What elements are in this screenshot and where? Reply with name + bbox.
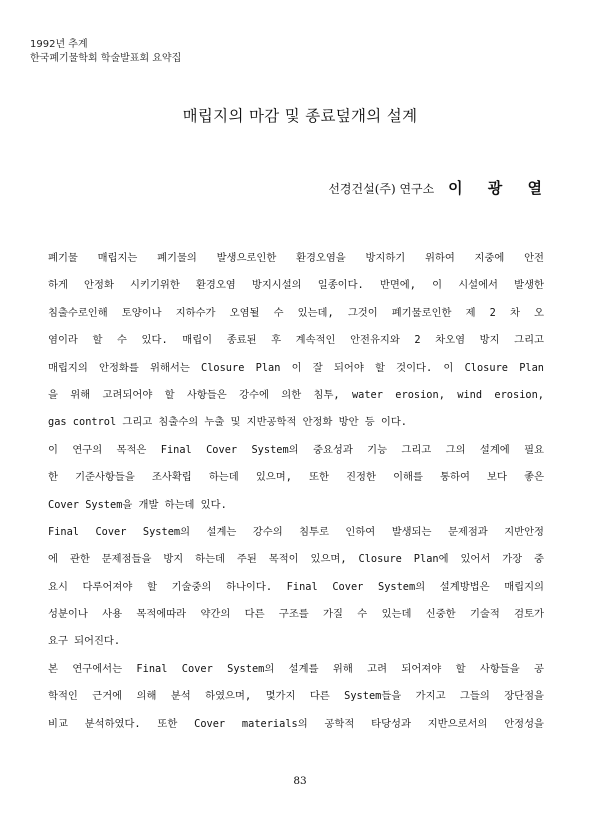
page-number: 83 bbox=[293, 775, 307, 787]
paragraph-line: 한 기준사항들을 조사확립 하는데 있으며, 또한 진정한 이해를 통하여 보다 좋은 bbox=[48, 471, 544, 484]
paragraph-line: Cover System을 개발 하는데 있다. bbox=[48, 498, 227, 511]
header-proceedings-title: 한국폐기물학회 학술발표회 요약집 bbox=[30, 53, 182, 64]
paragraph-line: 본 연구에서는 Final Cover System의 설계를 위해 고려 되어져야 할 사항들을 공 bbox=[48, 662, 544, 675]
author-line bbox=[328, 177, 552, 198]
paragraph-line: 을 위해 고려되어야 할 사항들은 강수에 의한 침투, water erosion, wind erosion, bbox=[48, 388, 544, 401]
paragraph-line: gas control 그리고 침출수의 누출 및 지반공학적 안정화 방안 등 이다. bbox=[48, 416, 407, 429]
author-affiliation: 선경건설(주) 연구소 bbox=[328, 182, 435, 196]
paragraph-line: 성분이나 사용 목적에따라 약간의 다른 구조를 가질 수 있는데 신중한 기술적 검토가 bbox=[48, 608, 544, 621]
header-season: 1992년 추계 bbox=[30, 39, 88, 50]
paragraph-line: 비교 분석하였다. 또한 Cover materials의 공학적 타당성과 지반으로서의 안정성을 bbox=[48, 717, 544, 730]
paragraph-line: 에 관한 문제점들을 방지 하는데 주된 목적이 있으며, Closure Plan에 있어서 가장 중 bbox=[48, 553, 544, 566]
paragraph-line: 요시 다루어져야 할 기술중의 하나이다. Final Cover System의 설계방법은 매립지의 bbox=[48, 580, 544, 593]
paragraph-line: 매립지의 안정화를 위해서는 Closure Plan 이 잘 되어야 할 것이다. 이 Closure Plan bbox=[48, 361, 544, 374]
paper-title: 매립지의 마감 및 종료덮개의 설계 bbox=[182, 107, 418, 125]
author-name: 이 광 열 bbox=[448, 179, 552, 197]
paragraph-line: 폐기물 매립지는 폐기물의 발생으로인한 환경오염을 방지하기 위하여 지중에 안전 bbox=[48, 252, 544, 264]
paragraph-line: 학적인 근거에 의해 분석 하였으며, 몇가지 다른 System들을 가지고 그들의 장단점을 bbox=[48, 690, 544, 703]
paragraph-line: 염이라 할 수 있다. 매립이 종료된 후 계속적인 안전유지와 2 차오염 방지 그리고 bbox=[48, 334, 544, 347]
paragraph-line: 하게 안정화 시키기위한 환경오염 방지시설의 일종이다. 반면에, 이 시설에서 발생한 bbox=[48, 279, 544, 292]
paragraph-line: Final Cover System의 설계는 강수의 침투로 인하여 발생되는 문제점과 지반안정 bbox=[48, 525, 544, 538]
proceedings-header bbox=[30, 38, 181, 66]
paragraph-line: 이 연구의 목적은 Final Cover System의 중요성과 기능 그리고 그의 설계에 필요 bbox=[48, 443, 544, 456]
paragraph-line: 침출수로인해 토양이나 지하수가 오염될 수 있는데, 그것이 폐기물로인한 제 2 차 오 bbox=[48, 306, 544, 319]
abstract-body bbox=[48, 245, 544, 738]
paragraph-line: 요구 되어진다. bbox=[48, 635, 121, 648]
